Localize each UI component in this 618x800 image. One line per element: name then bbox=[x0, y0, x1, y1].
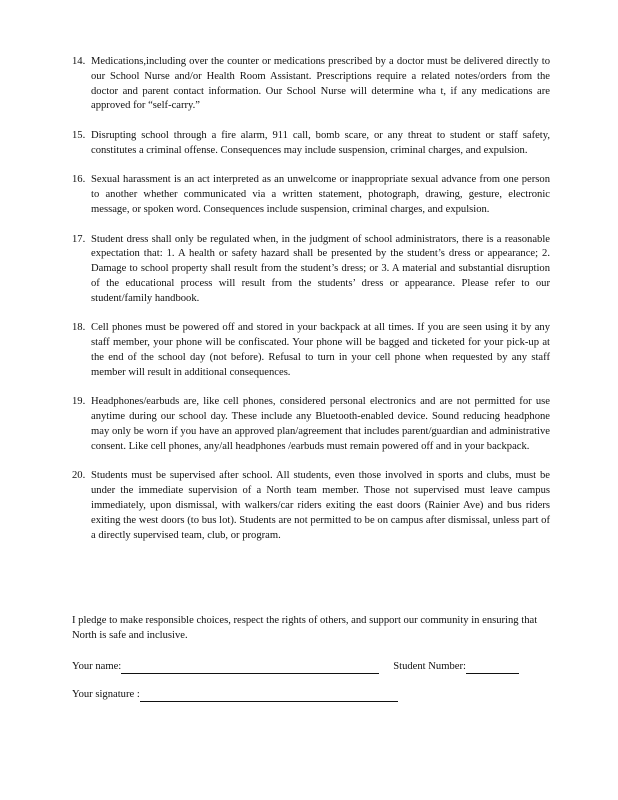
name-field[interactable] bbox=[121, 662, 379, 674]
rule-number: 15. bbox=[72, 129, 86, 141]
rule-item bbox=[72, 469, 550, 543]
rule-item bbox=[72, 395, 550, 454]
rule-item bbox=[72, 321, 550, 380]
student-number-label: Student Number: bbox=[393, 661, 466, 672]
rule-text: Headphones/earbuds are, like cell phones, considered personal electronics and are not permitted for use anytime during our school day. These include any Bluetooth-enabled device. Sound reducing headphone may only be worn if you have an approved plan/agreement that includes parent/guardian and administrative consent. Like cell phones, any/all headphones /earbuds must remain powered off and in your backpack. bbox=[91, 396, 550, 452]
rule-number: 20. bbox=[72, 470, 86, 482]
rule-item bbox=[72, 173, 550, 217]
rule-text: Sexual harassment is an act interpreted as an unwelcome or inappropriate sexual advance from one person to another whether communicated via a written statement, photograph, drawing, gesture, electronic message, or spoken word. Consequences include suspension, criminal charges, and expulsion. bbox=[91, 174, 550, 215]
student-number-field[interactable] bbox=[466, 662, 519, 674]
pledge-statement: I pledge to make responsible choices, respect the rights of others, and support our community in ensuring that North is safe and inclusive. bbox=[72, 615, 538, 641]
rule-text: Cell phones must be powered off and stored in your backpack at all times. If you are seen using it by any staff member, your phone will be confiscated. Your phone will be bagged and ticketed for your pick-up at the end of the school day (not before). Refusal to turn in your cell phone when requested by any staff member will result in additional consequences. bbox=[91, 322, 550, 378]
rule-number: 17. bbox=[72, 233, 86, 245]
rule-text: Students must be supervised after school. All students, even those involved in sports and clubs, must be under the immediate supervision of a North team member. Those not supervised must leave campus immediately, upon dismissal, with walkers/car riders exiting the east doors (Rainier Ave) and bus riders exiting the west doors (to bus lot). Students are not permitted to be on campus after dismissal, unless part of a directly supervised team, club, or program. bbox=[91, 470, 550, 541]
rule-number: 19. bbox=[72, 396, 86, 408]
rule-item bbox=[72, 233, 550, 307]
name-label: Your name: bbox=[72, 661, 122, 672]
rule-text: Student dress shall only be regulated when, in the judgment of school administrators, there is a reasonable expectation that: 1. A health or safety hazard shall be presented by the student’s dress or appearance; 2. Damage to school property shall result from the student’s dress; or 3. A material and substantial disruption of the educational process will result from the students’ dress or appearance. Please refer to our student/family handbook. bbox=[91, 233, 550, 304]
rule-text: Disrupting school through a fire alarm, 911 call, bomb scare, or any threat to student or staff safety, constitutes a criminal offense. Consequences may include suspension, criminal charges, and expulsion. bbox=[91, 129, 550, 156]
signature-row bbox=[72, 688, 398, 702]
name-row bbox=[72, 660, 519, 674]
rules-list bbox=[72, 55, 550, 558]
signature-label: Your signature : bbox=[72, 689, 140, 700]
rule-text: Medications,including over the counter or medications prescribed by a doctor must be delivered directly to our School Nurse and/or Health Room Assistant. Prescriptions require a related notes/orders from the doctor and parent contact information. Our School Nurse will determine wha t, if any medications are approved for “self-carry.” bbox=[91, 56, 550, 112]
signature-field[interactable] bbox=[140, 690, 398, 702]
rule-item bbox=[72, 55, 550, 114]
rule-number: 18. bbox=[72, 322, 86, 334]
rule-number: 16. bbox=[72, 174, 86, 186]
rule-item bbox=[72, 129, 550, 159]
rule-number: 14. bbox=[72, 56, 86, 67]
